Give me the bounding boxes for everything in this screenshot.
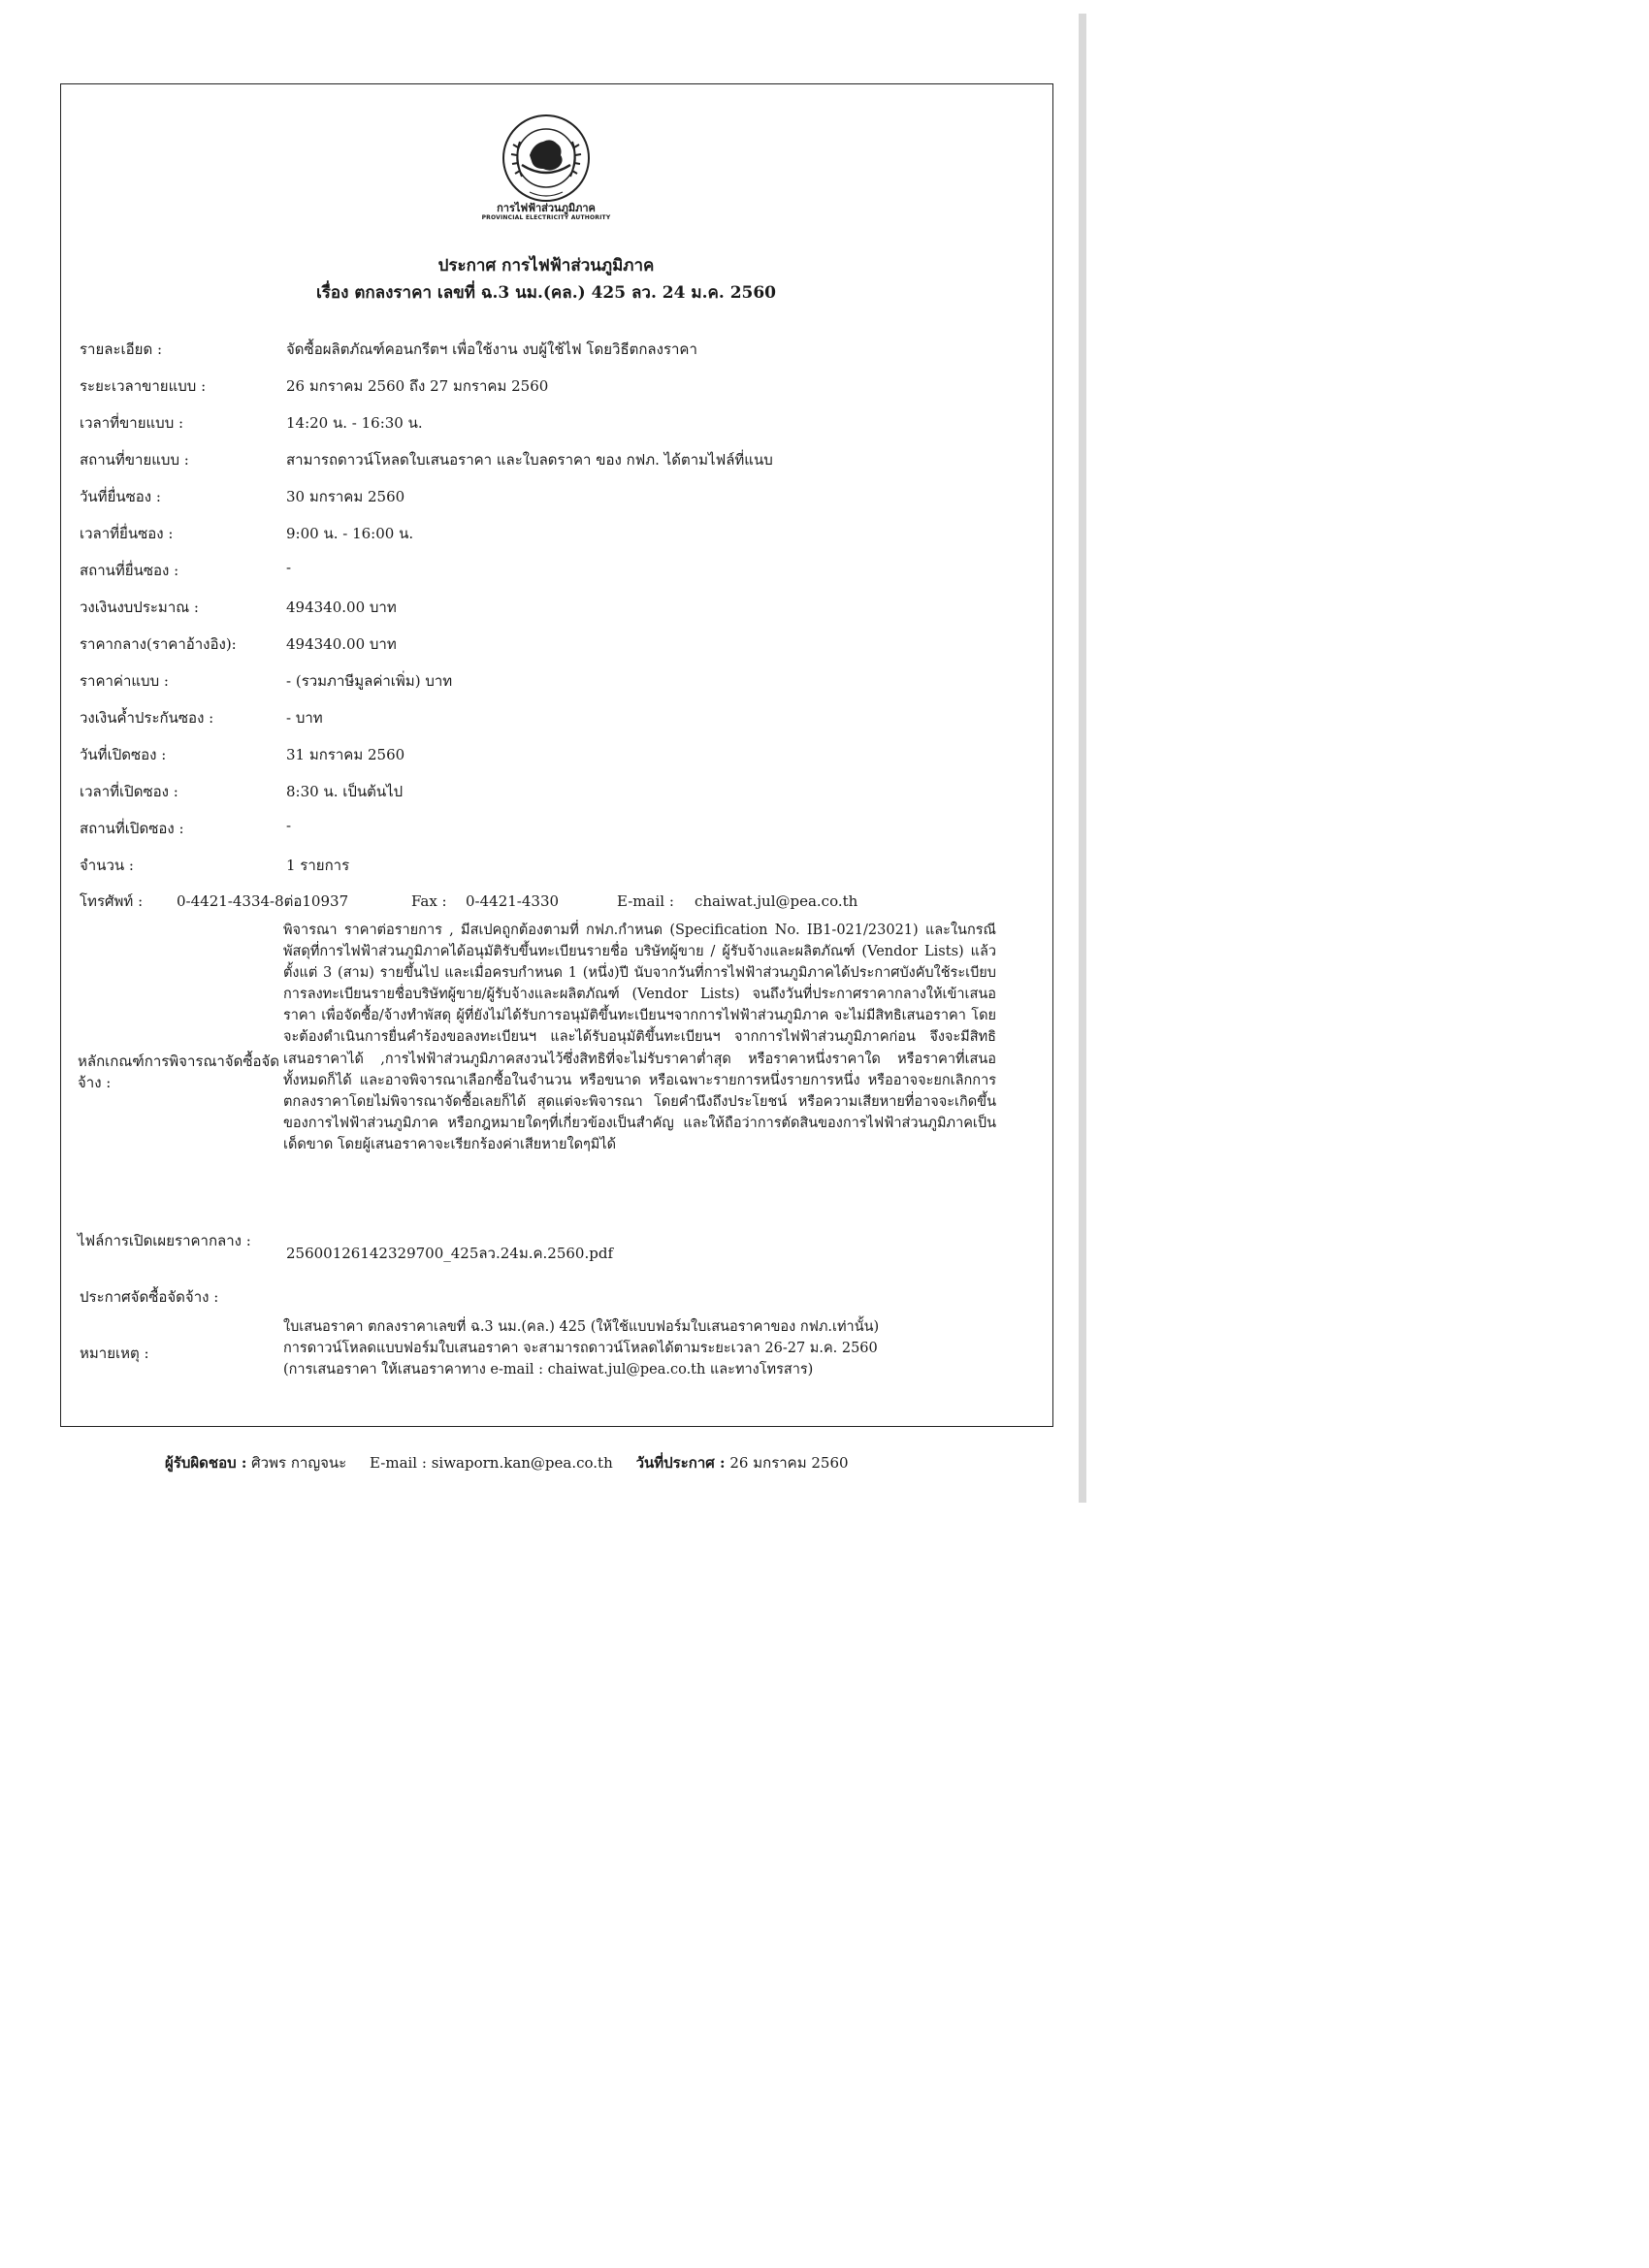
field-label-bid-guarantee: วงเงินค้ำประกันซอง :: [80, 709, 214, 727]
scan-edge-shadow: [1079, 14, 1086, 1503]
field-value-document-fee: - (รวมภาษีมูลค่าเพิ่ม) บาท: [286, 672, 453, 690]
field-value-bid-guarantee: - บาท: [286, 709, 323, 727]
responsible-label: ผู้รับผิดชอบ :: [165, 1454, 247, 1472]
field-label-sale-period: ระยะเวลาขายแบบ :: [80, 377, 207, 395]
email-label: E-mail :: [617, 892, 674, 910]
price-disclosure-file-link[interactable]: 25600126142329700_425ลว.24ม.ค.2560.pdf: [286, 1245, 613, 1262]
field-label-submit-place: สถานที่ยื่นซอง :: [80, 562, 179, 579]
field-label-submit-date: วันที่ยื่นซอง :: [80, 488, 161, 505]
field-value-sale-place: สามารถดาวน์โหลดใบเสนอราคา และใบลดราคา ของ กฟภ. ได้ตามไฟล์ที่แนบ: [286, 451, 773, 469]
pea-logo-icon: [501, 113, 592, 204]
field-value-submit-date: 30 มกราคม 2560: [286, 488, 405, 505]
responsible-name: ศิวพร กาญจนะ: [251, 1454, 347, 1472]
note-label: หมายเหตุ :: [80, 1345, 149, 1362]
field-label-document-fee: ราคาค่าแบบ :: [80, 672, 169, 690]
contact-row: [80, 890, 857, 913]
fax-value: 0-4421-4330: [466, 892, 560, 910]
email-value[interactable]: chaiwat.jul@pea.co.th: [695, 892, 858, 910]
field-value-budget: 494340.00 บาท: [286, 599, 397, 616]
announce-date-label: วันที่ประกาศ :: [635, 1454, 726, 1472]
footer: [165, 1451, 849, 1474]
announcement-title: ประกาศ การไฟฟ้าส่วนภูมิภาค: [437, 256, 655, 275]
field-value-median-price: 494340.00 บาท: [286, 635, 397, 653]
field-label-open-place: สถานที่เปิดซอง :: [80, 820, 184, 837]
field-value-submit-place: -: [286, 559, 292, 576]
announcement-subject: เรื่อง ตกลงราคา เลขที่ ฉ.3 นม.(คล.) 425 ลว. 24 ม.ค. 2560: [315, 283, 777, 303]
field-value-quantity: 1 รายการ: [286, 857, 350, 874]
org-name-thai: การไฟฟ้าส่วนภูมิภาค: [497, 202, 596, 214]
criteria-label: หลักเกณฑ์การพิจารณาจัดซื้อจัดจ้าง :: [78, 1053, 280, 1091]
fax-label: Fax :: [411, 892, 447, 910]
field-value-sale-time: 14:20 น. - 16:30 น.: [286, 414, 423, 432]
note-text: ใบเสนอราคา ตกลงราคาเลขที่ ฉ.3 นม.(คล.) 425 (ให้ใช้แบบฟอร์มใบเสนอราคาของ กฟภ.เท่านั้น) การดาวน์โหลดแบบฟอร์มใบเสนอราคา จะสามารถดาวน์โหลดได้ตามระยะเวลา 26-27 ม.ค. 2560 (การเสนอราคา ให้เสนอราคาทาง e-mail : chaiwat.jul@pea.co.th และทางโทรสาร): [283, 1319, 880, 1377]
field-label-sale-place: สถานที่ขายแบบ :: [80, 451, 189, 469]
footer-email-label: E-mail :: [370, 1454, 427, 1472]
field-value-open-time: 8:30 น. เป็นต้นไป: [286, 783, 404, 800]
field-value-open-place: -: [286, 817, 292, 834]
field-value-sale-period: 26 มกราคม 2560 ถึง 27 มกราคม 2560: [286, 377, 549, 395]
price-disclosure-file-label: ไฟล์การเปิดเผยราคากลาง :: [78, 1232, 251, 1249]
field-label-open-date: วันที่เปิดซอง :: [80, 746, 167, 763]
field-label-quantity: จำนวน :: [80, 857, 134, 874]
procurement-announcement-label: ประกาศจัดซื้อจัดจ้าง :: [80, 1288, 219, 1306]
field-value-submit-time: 9:00 น. - 16:00 น.: [286, 525, 414, 542]
field-label-details: รายละเอียด :: [80, 340, 163, 358]
phone-value: 0-4421-4334-8ต่อ10937: [177, 892, 349, 910]
field-label-median-price: ราคากลาง(ราคาอ้างอิง):: [80, 635, 237, 653]
footer-email[interactable]: siwaporn.kan@pea.co.th: [431, 1454, 613, 1472]
phone-label: โทรศัพท์ :: [80, 892, 144, 910]
field-value-details: จัดซื้อผลิตภัณฑ์คอนกรีตฯ เพื่อใช้งาน งบผู้ใช้ไฟ โดยวิธีตกลงราคา: [286, 340, 697, 358]
criteria-text: พิจารณา ราคาต่อรายการ , มีสเปคถูกต้องตามที่ กฟภ.กำหนด (Specification No. IB1-021/23021) และในกรณีพัสดุที่การไฟฟ้าส่วนภูมิภาคได้อนุมัติรับขึ้นทะเบียนรายชื่อ บริษัทผู้ขาย / ผู้รับจ้างและผลิตภัณฑ์ (Vendor Lists) แล้วตั้งแต่ 3 (สาม) รายขึ้นไป และเมื่อครบกำหนด 1 (หนึ่ง)ปี นับจากวันที่การไฟฟ้าส่วนภูมิภาคได้ประกาศบังคับใช้ระเบียบการลงทะเบียนรายชื่อบริษัทผู้ขาย/ผู้รับจ้างและผลิตภัณฑ์ (Vendor Lists) จนถึงวันที่ประกาศราคากลางให้เข้าเสนอราคา เพื่อจัดซื้อ/จ้างทำพัสดุ ผู้ที่ยังไม่ได้รับการอนุมัติขึ้นทะเบียนฯจากการไฟฟ้าส่วนภูมิภาค จะไม่มีสิทธิเสนอราคา โดยจะต้องดำเนินการยื่นคำร้องขอลงทะเบียนฯ และได้รับอนุมัติขึ้นทะเบียนฯ จากการไฟฟ้าส่วนภูมิภาคก่อน จึงจะมีสิทธิเสนอราคาได้ ,การไฟฟ้าส่วนภูมิภาคสงวนไว้ซึ่งสิทธิที่จะไม่รับราคาต่ำสุด หรือราคาหนึ่งราคาใด หรือราคาที่เสนอ ทั้งหมดก็ได้ และอาจพิจารณาเลือกซื้อในจำนวน หรือขนาด หรือเฉพาะรายการหนึ่งรายการหนึ่ง หรืออาจจะยกเลิกการตกลงราคาโดยไม่พิจารณาจัดซื้อเลยก็ได้ สุดแต่จะพิจารณา โดยคำนึงถึงประโยชน์ หรือความเสียหายที่อาจจะเกิดขึ้นของการไฟฟ้าส่วนภูมิภาค หรือกฎหมายใดๆที่เกี่ยวข้องเป็นสำคัญ และให้ถือว่าการตัดสินของการไฟฟ้าส่วนภูมิภาคเป็นเด็ดขาด โดยผู้เสนอราคาจะเรียกร้องค่าเสียหายใดๆมิได้: [283, 923, 996, 1152]
field-label-submit-time: เวลาที่ยื่นซอง :: [80, 525, 174, 542]
org-name-english: PROVINCIAL ELECTRICITY AUTHORITY: [481, 214, 611, 221]
field-label-open-time: เวลาที่เปิดซอง :: [80, 783, 178, 800]
field-label-budget: วงเงินงบประมาณ :: [80, 599, 199, 616]
field-label-sale-time: เวลาที่ขายแบบ :: [80, 414, 184, 432]
announce-date: 26 มกราคม 2560: [729, 1454, 849, 1472]
field-value-open-date: 31 มกราคม 2560: [286, 746, 405, 763]
